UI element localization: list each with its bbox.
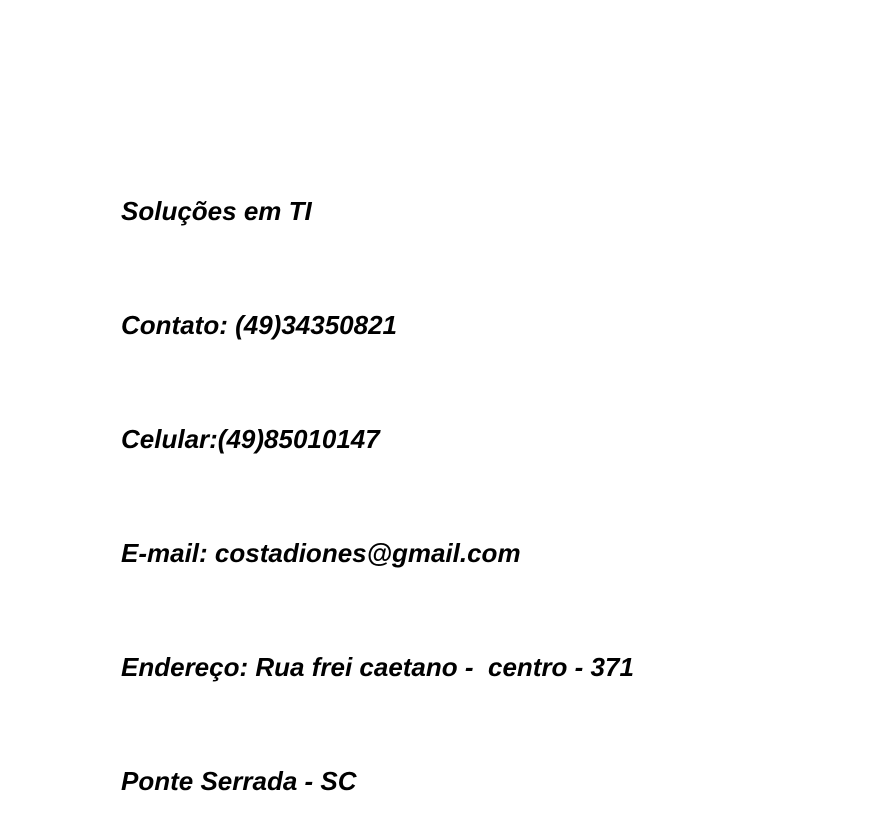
email-address: E-mail: costadiones@gmail.com — [121, 538, 521, 568]
contact-phone: Contato: (49)34350821 — [121, 310, 397, 340]
company-title: Soluções em TI — [121, 196, 312, 226]
city-state: Ponte Serrada - SC — [121, 766, 357, 796]
contact-card — [121, 116, 634, 838]
street-address: Endereço: Rua frei caetano - centro - 371 — [121, 652, 634, 682]
mobile-phone: Celular:(49)85010147 — [121, 424, 380, 454]
